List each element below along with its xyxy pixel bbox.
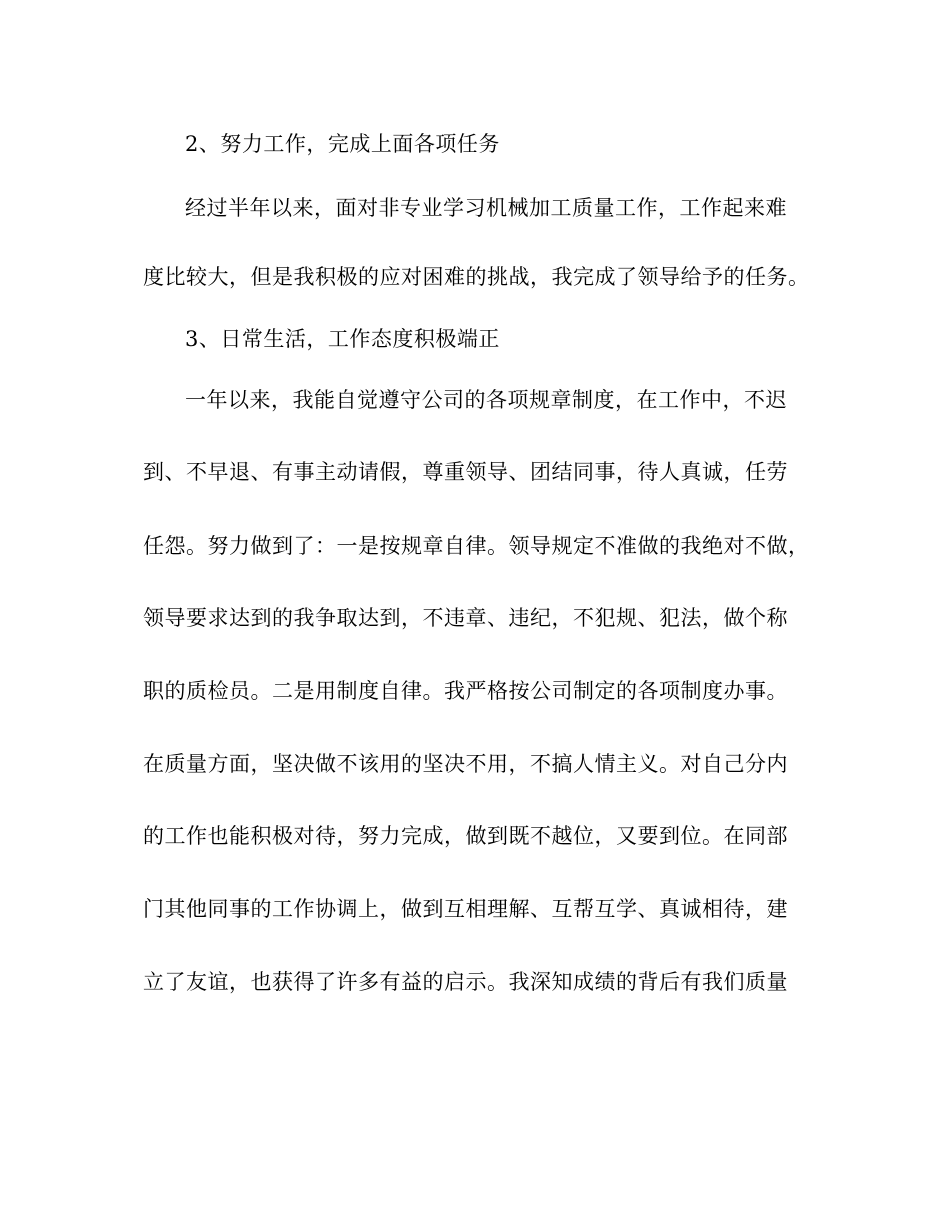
paragraph-line: 的工作也能积极对待，努力完成，做到既不越位，又要到位。在同部: [143, 824, 788, 848]
paragraph-line: 领导要求达到的我争取达到，不违章、违纪，不犯规、犯法，做个称: [143, 606, 788, 630]
paragraph-line: 度比较大，但是我积极的应对困难的挑战，我完成了领导给予的任务。: [143, 265, 810, 289]
paragraph-line: 到、不早退、有事主动请假，尊重领导、团结同事，待人真诚，任劳: [143, 460, 788, 484]
paragraph-line: 职的质检员。二是用制度自律。我严格按公司制定的各项制度办事。: [143, 679, 788, 703]
paragraph-line: 任怨。努力做到了：一是按规章自律。领导规定不准做的我绝对不做，: [143, 534, 810, 558]
section-heading-2: 2、努力工作，完成上面各项任务: [185, 132, 500, 156]
paragraph-line: 门其他同事的工作协调上，做到互相理解、互帮互学、真诚相待，建: [143, 897, 788, 921]
section-heading-3: 3、日常生活，工作态度积极端正: [185, 327, 500, 351]
paragraph-line: 立了友谊，也获得了许多有益的启示。我深知成绩的背后有我们质量: [143, 970, 788, 994]
paragraph-line: 在质量方面，坚决做不该用的坚决不用，不搞人情主义。对自己分内: [143, 752, 788, 776]
paragraph-line: 经过半年以来，面对非专业学习机械加工质量工作，工作起来难: [185, 196, 787, 220]
paragraph-line: 一年以来，我能自觉遵守公司的各项规章制度，在工作中，不迟: [185, 388, 787, 412]
